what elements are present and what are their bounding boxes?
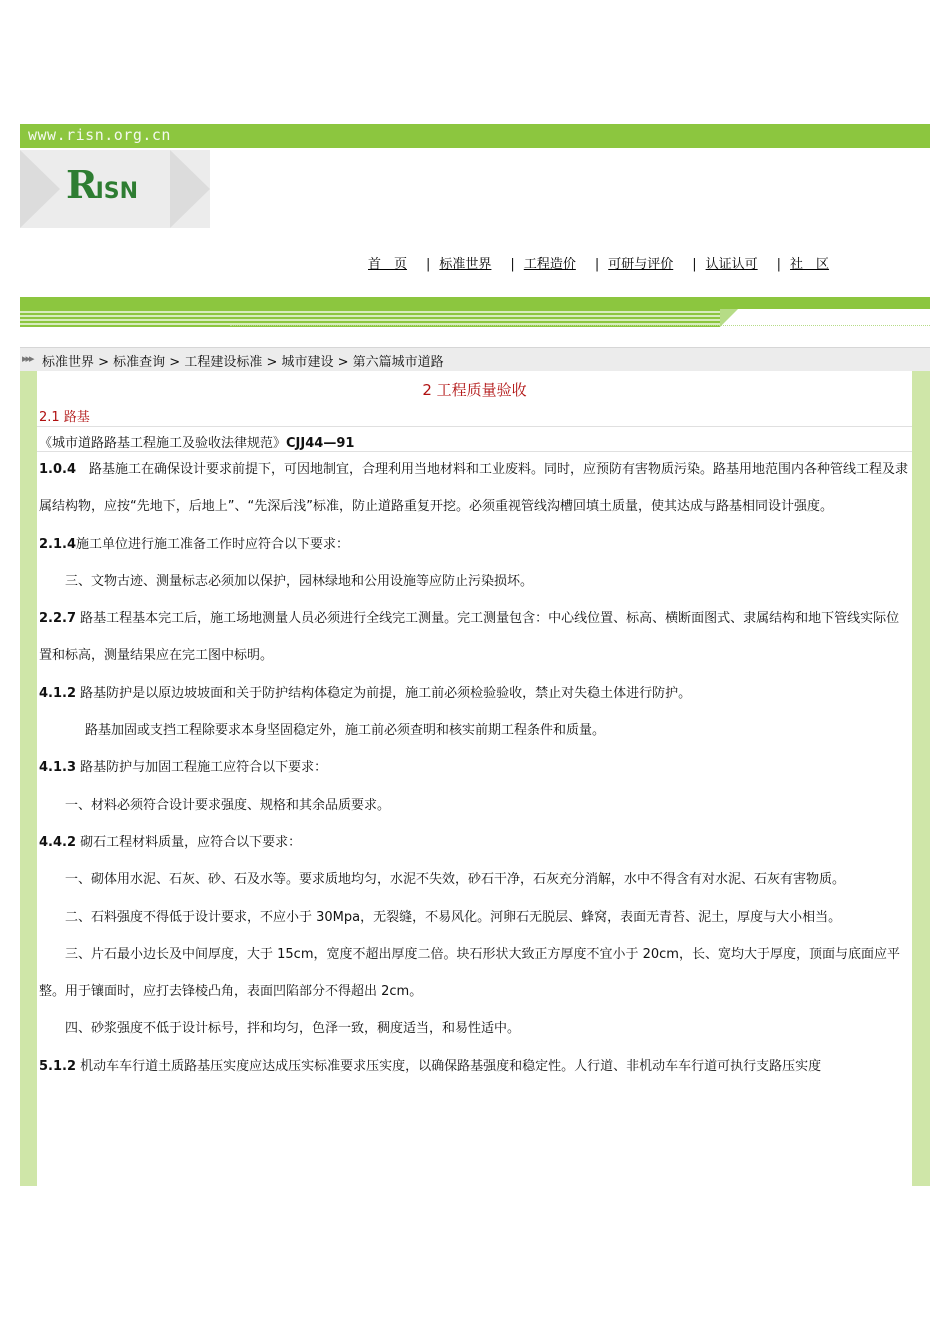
clause-paragraph <box>39 1010 909 1047</box>
logo-chevron <box>20 150 60 228</box>
clause-text: 四、砂浆强度不低于设计标号，拌和均匀，色泽一致，稠度适当，和易性适中。 <box>65 1021 521 1037</box>
clause-paragraph <box>39 451 909 526</box>
breadcrumb-arrows-icon: ▸▸▸ <box>22 352 33 365</box>
standard-name: 《城市道路路基工程施工及验收法律规范》 <box>39 436 287 451</box>
nav-home[interactable]: 首 页 <box>368 257 408 272</box>
clause-text: 路基加固或支挡工程除要求本身坚固稳定外，施工前必须查明和核实前期工程条件和质量。 <box>85 723 606 739</box>
clause-paragraph <box>39 712 909 749</box>
divider <box>37 426 912 427</box>
section-title: 2 工程质量验收 <box>422 381 527 399</box>
clause-number: 1.0.4 <box>39 462 77 477</box>
clause-number: 4.4.2 <box>39 834 77 850</box>
clause-number: 4.1.2 <box>39 685 77 701</box>
clause-paragraph <box>39 861 909 898</box>
clause-text: 砌石工程材料质量，应符合以下要求： <box>76 834 302 850</box>
clause-text: 三、片石最小边长及中间厚度，大于 15cm，宽度不超出厚度二倍。块石形状大致正方厚度不宜小于 20cm，长、宽均大于厚度，顶面与底面应平整。用于镶面时，应打去锋棱凸角，表面凹陷部分不得超出 2cm。 <box>39 946 900 1000</box>
decorative-band <box>20 297 930 331</box>
nav-separator: | <box>594 257 600 272</box>
nav-separator: | <box>510 257 515 272</box>
clause-paragraph <box>39 824 909 861</box>
site-logo[interactable] <box>20 150 210 228</box>
regulation-text <box>39 451 909 1085</box>
clause-paragraph <box>39 749 909 786</box>
nav-separator: | <box>426 257 431 272</box>
subsection-title: 2.1 路基 <box>39 410 90 425</box>
clause-paragraph <box>39 936 909 1011</box>
logo-text: RISN <box>66 162 139 207</box>
clause-number: 2.1.4 <box>39 536 77 552</box>
clause-text: 路基防护与加固工程施工应符合以下要求： <box>76 760 328 776</box>
nav-separator: | <box>776 257 782 272</box>
nav-certification[interactable]: 认证认可 <box>705 257 758 272</box>
nav-research[interactable]: 可研与评价 <box>608 257 674 272</box>
clause-number: 2.2.7 <box>39 611 77 627</box>
main-nav <box>368 253 829 272</box>
standard-reference <box>39 432 354 451</box>
nav-community[interactable]: 社 区 <box>790 257 830 272</box>
site-url-bar <box>20 124 930 148</box>
nav-separator: | <box>692 257 697 272</box>
logo-chevron <box>170 150 210 228</box>
clause-text: 二、石料强度不得低于设计要求，不应小于 30Mpa，无裂缝，不易风化。河卵石无脱层、蜂窝，表面无青苔、泥土，厚度与大小相当。 <box>65 909 842 925</box>
clause-paragraph <box>39 675 909 712</box>
standard-code: CJJ44—91 <box>286 436 355 451</box>
site-url: www.risn.org.cn <box>28 126 171 144</box>
nav-cost[interactable]: 工程造价 <box>523 257 576 272</box>
nav-standards[interactable]: 标准世界 <box>439 257 492 272</box>
clause-text: 路基防护是以原边坡坡面和关于防护结构体稳定为前提，施工前必须检验验收，禁止对失稳土体进行防护。 <box>76 685 692 701</box>
content-body <box>37 371 912 1186</box>
clause-paragraph <box>39 787 909 824</box>
clause-text: 一、砌体用水泥、石灰、砂、石及水等。要求质地均匀，水泥不失效，砂石干净，石灰充分消解，水中不得含有对水泥、石灰有害物质。 <box>65 872 846 888</box>
breadcrumb-text: 标准世界 > 标准查询 > 工程建设标准 > 城市建设 > 第六篇城市道路 <box>42 355 444 370</box>
clause-text: 施工单位进行施工准备工作时应符合以下要求： <box>76 536 350 552</box>
clause-paragraph <box>39 526 909 563</box>
clause-text: 路基施工在确保设计要求前提下，可因地制宜，合理利用当地材料和工业废料。同时，应预防有害物质污染。路基用地范围内各种管线工程及隶属结构物，应按“先地下，后地上”、“先深后浅”标准，防止道路重复开挖。必须重视管线沟槽回填土质量，使其达成与路基相同设计强度。 <box>39 462 909 515</box>
clause-paragraph <box>39 899 909 936</box>
clause-text: 三、文物古迹、测量标志必须加以保护，园林绿地和公用设施等应防止污染损坏。 <box>65 573 534 589</box>
clause-paragraph <box>39 1048 909 1085</box>
clause-paragraph <box>39 600 909 675</box>
clause-number: 4.1.3 <box>39 760 77 776</box>
clause-text: 路基工程基本完工后，施工场地测量人员必须进行全线完工测量。完工测量包含：中心线位置、标高、横断面图式、隶属结构和地下管线实际位置和标高，测量结果应在完工图中标明。 <box>39 611 900 664</box>
clause-text: 一、材料必须符合设计要求强度、规格和其余品质要求。 <box>65 797 391 813</box>
clause-number: 5.1.2 <box>39 1058 77 1074</box>
content-frame <box>20 371 930 1186</box>
clause-paragraph <box>39 563 909 600</box>
clause-text: 机动车车行道土质路基压实度应达成压实标准要求压实度，以确保路基强度和稳定性。人行道、非机动车车行道可执行支路压实度 <box>76 1058 822 1074</box>
breadcrumb <box>20 347 930 372</box>
